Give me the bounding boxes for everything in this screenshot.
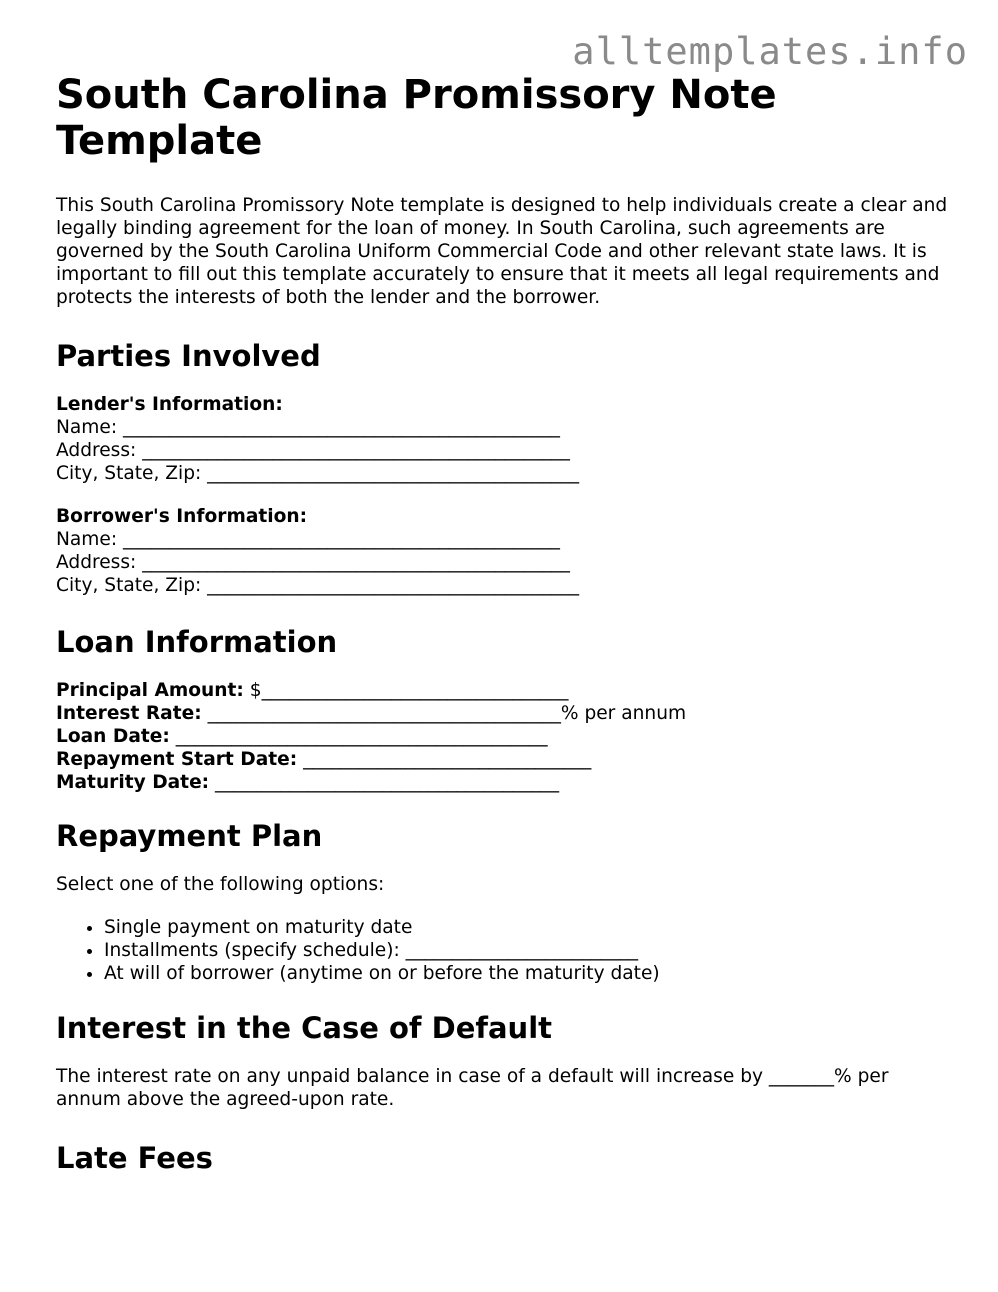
- document-page: [56, 72, 956, 1175]
- lender-section: [56, 393, 956, 485]
- loan-date-line: [56, 725, 956, 748]
- loan-section: [56, 679, 956, 794]
- repayment-start-line: [56, 748, 956, 771]
- list-item: • Installments (specify schedule): _________________________: [104, 939, 956, 962]
- interest-rate-field: ______________________________________% per annum: [201, 703, 687, 724]
- default-heading: Interest in the Case of Default: [56, 1011, 553, 1045]
- principal-amount-field: $_________________________________: [243, 680, 569, 701]
- lender-city-field: City, State, Zip: ________________________________________: [56, 463, 580, 484]
- intro-paragraph: This South Carolina Promissory Note template is designed to help individuals create a clear and legally binding agreement for the loan of money. In South Carolina, such agreements are governed by the South Carolina Uniform Commercial Code and other relevant state laws. It is important to fill out this template accurately to ensure that it meets all legal requirements and protects the interests of both the lender and the borrower.: [56, 195, 948, 308]
- list-item: • At will of borrower (anytime on or before the maturity date): [104, 962, 956, 985]
- principal-amount-label: Principal Amount:: [56, 680, 244, 701]
- watermark: alltemplates.info: [572, 30, 968, 73]
- repayment-start-field: _______________________________: [297, 749, 592, 770]
- repayment-start-label: Repayment Start Date:: [56, 749, 298, 770]
- late-fees-heading: Late Fees: [56, 1141, 213, 1175]
- lender-label: Lender's Information:: [56, 394, 283, 415]
- borrower-address-field: Address: ______________________________________________: [56, 552, 570, 573]
- interest-rate-label: Interest Rate:: [56, 703, 202, 724]
- borrower-label: Borrower's Information:: [56, 506, 308, 527]
- repayment-heading: Repayment Plan: [56, 819, 323, 853]
- lender-name-field: Name: _______________________________________________: [56, 417, 560, 438]
- borrower-name-field: Name: _______________________________________________: [56, 529, 560, 550]
- principal-amount-line: [56, 679, 956, 702]
- interest-rate-line: [56, 702, 956, 725]
- repayment-instruction: Select one of the following options:: [56, 874, 385, 895]
- parties-heading: Parties Involved: [56, 339, 321, 373]
- maturity-date-label: Maturity Date:: [56, 772, 210, 793]
- default-paragraph: The interest rate on any unpaid balance in case of a default will increase by _______% per annum above the agreed-upon rate.: [56, 1066, 889, 1110]
- lender-address-field: Address: ______________________________________________: [56, 440, 570, 461]
- borrower-city-field: City, State, Zip: ________________________________________: [56, 575, 580, 596]
- loan-date-field: ________________________________________: [169, 726, 548, 747]
- borrower-section: [56, 505, 956, 597]
- loan-date-label: Loan Date:: [56, 726, 170, 747]
- repayment-options-list: [56, 916, 956, 985]
- maturity-date-field: _____________________________________: [209, 772, 560, 793]
- maturity-date-line: [56, 771, 956, 794]
- list-item: • Single payment on maturity date: [104, 916, 956, 939]
- loan-heading: Loan Information: [56, 625, 338, 659]
- page-title: South Carolina Promissory Note Template: [56, 72, 777, 164]
